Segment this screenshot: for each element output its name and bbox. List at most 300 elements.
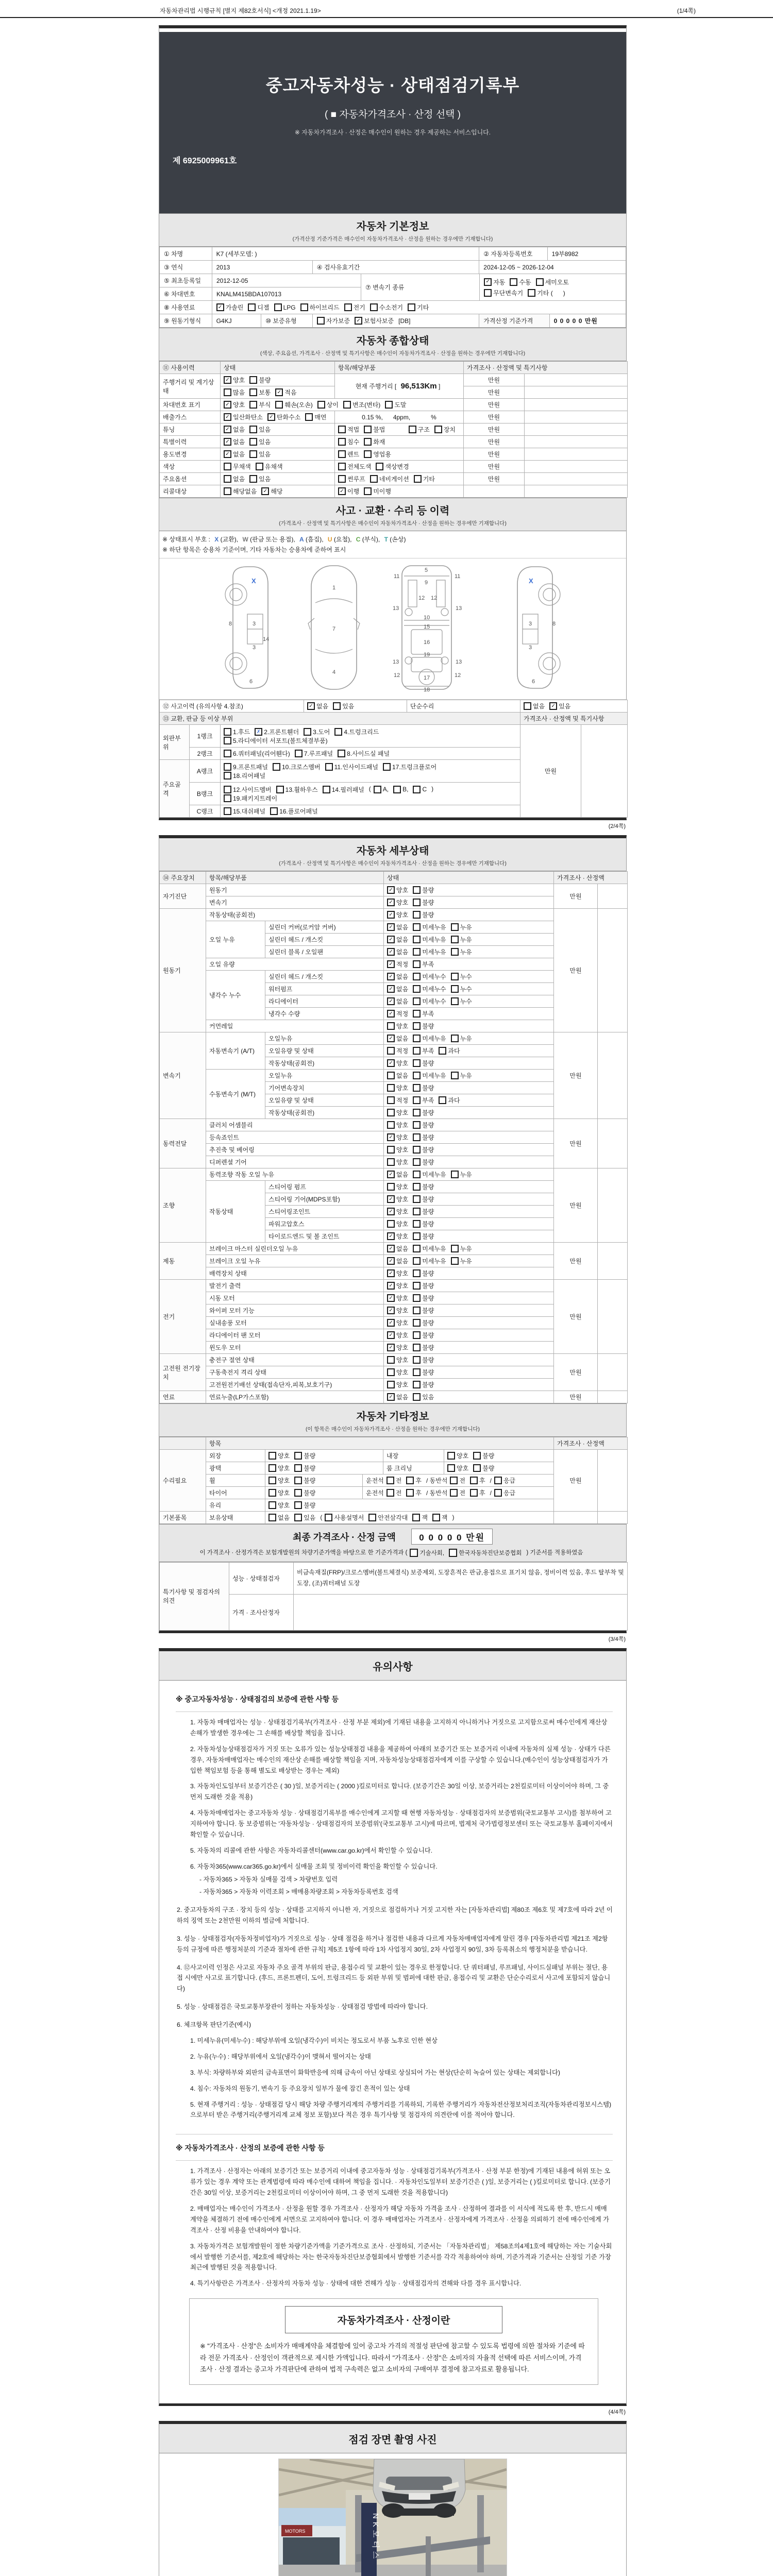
checkbox[interactable] [413, 960, 421, 968]
checkbox[interactable]: ✓ [387, 1245, 395, 1252]
checkbox-label: 있음 [259, 451, 271, 458]
checkbox[interactable] [387, 1381, 395, 1388]
checkbox[interactable] [413, 1158, 421, 1166]
interior-state [444, 1450, 553, 1462]
checkbox[interactable] [413, 1319, 421, 1327]
checkbox[interactable] [387, 1158, 395, 1166]
checkbox[interactable] [387, 1121, 395, 1129]
window-motor-label: 윈도우 모터 [206, 1342, 384, 1354]
checkbox[interactable] [387, 1022, 395, 1030]
checkbox[interactable] [413, 1245, 421, 1252]
checkbox[interactable] [317, 317, 325, 325]
checkbox-label: 디젤 [257, 304, 270, 311]
checkbox[interactable] [383, 763, 391, 771]
checkbox[interactable] [387, 1368, 395, 1376]
checkbox[interactable] [387, 1220, 395, 1228]
checkbox[interactable]: ✓ [387, 1208, 395, 1215]
checkbox-label: 있음 [342, 703, 355, 710]
checkbox[interactable] [450, 1489, 458, 1497]
checkbox[interactable]: ✓ [387, 911, 395, 919]
checkbox[interactable] [413, 1022, 421, 1030]
checkbox[interactable] [294, 1464, 302, 1472]
checkbox[interactable] [224, 388, 231, 396]
checkbox[interactable] [325, 763, 333, 771]
checkbox[interactable] [470, 1489, 478, 1497]
checkbox-label: 불량 [482, 1452, 495, 1460]
checkbox[interactable] [528, 289, 535, 297]
checkbox[interactable] [413, 985, 421, 993]
checkbox[interactable]: ✓ [387, 923, 395, 931]
checkbox[interactable]: ✓ [387, 997, 395, 1005]
checkbox[interactable] [338, 750, 345, 757]
checkbox[interactable] [268, 1514, 276, 1521]
notice-sub2: ※ 자동차가격조사 · 산정의 보증에 관한 사항 등 [176, 2134, 613, 2161]
text-token: 이 가격조사 · 산정가격은 보험개발원의 차량기준가액을 바탕으로 한 기준가격과 ( [199, 1550, 408, 1556]
checkbox[interactable]: ✓ [387, 899, 395, 906]
checkbox[interactable]: ✓ [387, 1331, 395, 1339]
checkbox[interactable] [451, 973, 459, 980]
checkbox[interactable] [275, 401, 283, 409]
checkbox[interactable] [413, 1010, 421, 1018]
checkbox[interactable] [325, 1514, 332, 1521]
checkbox[interactable] [413, 1133, 421, 1141]
checkbox[interactable] [536, 278, 544, 286]
checkbox[interactable]: ✓ [387, 1257, 395, 1265]
checkbox[interactable] [386, 1477, 394, 1484]
checkbox[interactable]: ✓ [355, 317, 362, 325]
checkbox[interactable] [484, 289, 492, 297]
differential-label: 디퍼렌셜 기어 [206, 1156, 384, 1168]
checkbox[interactable] [510, 278, 517, 286]
svg-text:MOTORS: MOTORS [285, 2529, 306, 2534]
checkbox[interactable]: ✓ [387, 1059, 395, 1067]
checkbox-label: 부족 [422, 1047, 434, 1055]
checkbox[interactable] [224, 728, 231, 736]
checkbox[interactable] [413, 997, 421, 1005]
text-token: / 동반석 [426, 1477, 448, 1484]
checkbox[interactable]: ✓ [387, 985, 395, 993]
checkbox[interactable]: ✓ [387, 973, 395, 980]
checkbox[interactable]: ✓ [387, 1319, 395, 1327]
checkbox[interactable] [413, 1208, 421, 1215]
checkbox[interactable]: ✓ [267, 413, 275, 421]
checkbox[interactable] [385, 401, 393, 409]
checkbox-option [386, 1476, 402, 1485]
checkbox[interactable]: ✓ [387, 1232, 395, 1240]
checkbox-label: 양호 [396, 1023, 409, 1030]
checkbox[interactable] [409, 426, 416, 433]
checkbox[interactable] [413, 1294, 421, 1302]
oil-leak-state1 [384, 921, 554, 934]
checkbox-label: 양호 [396, 1060, 409, 1067]
checkbox-label: 누유 [460, 948, 472, 956]
checkbox-option [338, 462, 371, 471]
checkbox[interactable] [224, 794, 231, 802]
notice-item: 6. 체크항목 판단기준(예시) [177, 2021, 251, 2029]
checkbox-label: 미세누유 [422, 1072, 446, 1079]
checkbox[interactable] [343, 401, 351, 409]
checkbox[interactable] [224, 807, 231, 815]
checkbox[interactable] [224, 487, 231, 495]
checkbox-label: 기술사회, [419, 1550, 445, 1556]
checkbox[interactable] [295, 750, 303, 757]
checkbox[interactable] [494, 1477, 502, 1484]
car-damage-diagram [159, 558, 626, 700]
checkbox[interactable] [413, 1282, 421, 1290]
checkbox[interactable] [224, 750, 231, 757]
checkbox-label: 이행 [347, 488, 360, 495]
commonrail-state [384, 1020, 554, 1032]
checkbox[interactable] [224, 772, 231, 779]
checkbox[interactable]: ✓ [307, 702, 315, 710]
checkbox[interactable] [413, 936, 421, 943]
checkbox[interactable] [413, 1356, 421, 1364]
checkbox[interactable]: ✓ [216, 303, 224, 311]
checkbox[interactable] [413, 786, 421, 793]
checkbox[interactable] [294, 1501, 302, 1509]
checkbox[interactable] [413, 911, 421, 919]
checkbox[interactable]: ✓ [387, 1344, 395, 1351]
checkbox-option [387, 886, 408, 894]
checkbox[interactable] [274, 303, 282, 311]
checkbox[interactable] [249, 426, 257, 433]
checkbox[interactable] [370, 303, 378, 311]
checkbox[interactable] [248, 303, 256, 311]
checkbox-option [413, 1096, 434, 1105]
checkbox-label: 불량 [422, 1122, 434, 1129]
checkbox[interactable] [338, 463, 346, 470]
checkbox[interactable]: ✓ [224, 401, 231, 409]
checkbox-label: 양호 [396, 1295, 409, 1302]
checkbox-option [451, 923, 472, 931]
checkbox[interactable] [434, 426, 442, 433]
checkbox[interactable] [414, 475, 422, 483]
checkbox-label: 양호 [396, 1319, 409, 1327]
checkbox[interactable]: ✓ [275, 388, 283, 396]
checkbox-option [338, 487, 359, 496]
checkbox[interactable] [408, 303, 415, 311]
checkbox[interactable] [249, 388, 257, 396]
checkbox[interactable] [413, 1393, 421, 1401]
checkbox[interactable] [249, 438, 257, 446]
checkbox-option [224, 425, 245, 434]
checkbox[interactable]: ✓ [224, 438, 231, 446]
checkbox[interactable] [413, 1195, 421, 1203]
checkbox[interactable] [224, 763, 231, 771]
checkbox[interactable] [374, 786, 381, 793]
checkbox[interactable] [413, 1381, 421, 1388]
checkbox-option [268, 1451, 290, 1460]
checkbox[interactable]: ✓ [387, 1035, 395, 1042]
checkbox[interactable]: ✓ [387, 1294, 395, 1302]
checkbox-option [549, 702, 570, 710]
mileage-amount-options [221, 386, 335, 399]
usage-change-detail [335, 448, 464, 461]
checkbox[interactable] [413, 1084, 421, 1092]
exchange-header: ⑬ 교환, 판금 등 이상 부위 [160, 713, 520, 725]
checkbox-label: 양호 [396, 1159, 409, 1166]
checkbox-label: 불량 [422, 1319, 434, 1327]
blower-label: 실내송풍 모터 [206, 1317, 384, 1329]
checkbox[interactable] [413, 923, 421, 931]
checkbox[interactable] [364, 450, 372, 458]
checkbox[interactable] [524, 702, 531, 710]
fuel-leak-label: 연료누출(LP가스포함) [206, 1391, 384, 1403]
checkbox-option [224, 388, 245, 397]
checkbox[interactable] [256, 463, 263, 470]
checkbox[interactable] [294, 1477, 302, 1484]
checkbox[interactable] [451, 1257, 459, 1265]
checkbox[interactable] [413, 1344, 421, 1351]
checkbox[interactable]: ✓ [387, 948, 395, 956]
checkbox[interactable] [268, 1489, 276, 1497]
checkbox-option [343, 400, 380, 409]
checkbox-option [261, 487, 282, 496]
checkbox[interactable] [224, 786, 231, 793]
section-photos [159, 2424, 626, 2453]
window-motor-state [384, 1342, 554, 1354]
checkbox[interactable] [494, 1489, 502, 1497]
checkbox[interactable] [413, 1109, 421, 1116]
checkbox[interactable] [406, 1489, 414, 1497]
page-indicator-2: (2/4쪽) [608, 823, 626, 829]
starter-label: 시동 모터 [206, 1292, 384, 1304]
checkbox[interactable] [413, 1269, 421, 1277]
checkbox[interactable] [338, 450, 346, 458]
checkbox[interactable]: ✓ [224, 376, 231, 384]
checkbox[interactable] [413, 1035, 421, 1042]
checkbox[interactable] [470, 1477, 478, 1484]
checkbox[interactable] [249, 376, 257, 384]
checkbox-label: 도말 [394, 401, 407, 409]
checkbox[interactable] [447, 1464, 455, 1472]
checkbox[interactable]: ✓ [338, 487, 346, 495]
checkbox[interactable] [451, 948, 459, 956]
checkbox-option [413, 1294, 434, 1302]
checkbox[interactable] [412, 1514, 420, 1521]
checkbox-option [387, 960, 408, 969]
checkbox-option [451, 972, 472, 981]
checkbox[interactable] [410, 1549, 418, 1557]
selfdx-trans-label: 변속기 [206, 896, 384, 909]
checkbox[interactable] [364, 426, 372, 433]
checkbox[interactable] [387, 1356, 395, 1364]
checkbox-option [413, 1022, 434, 1030]
checkbox[interactable]: ✓ [224, 413, 231, 421]
checkbox[interactable] [432, 1514, 440, 1521]
checkbox-option [364, 425, 385, 434]
checkbox[interactable] [473, 1464, 481, 1472]
detail-subtitle: (가격조사 · 산정액 및 특기사항은 매수인이 자동차가격조사 · 산정을 원하는 경우에만 기재합니다) [279, 860, 507, 867]
checkbox[interactable]: ✗ [255, 728, 262, 736]
checkbox[interactable] [413, 1146, 421, 1154]
room-cleaning-label: 룸 크리닝 [383, 1462, 444, 1474]
checkbox-label: 양호 [396, 1084, 409, 1092]
checkbox[interactable] [224, 737, 231, 744]
checkbox[interactable] [270, 807, 278, 815]
checkbox-label: 전 [395, 1477, 402, 1484]
checkbox[interactable] [300, 303, 308, 311]
svg-text:11: 11 [394, 573, 400, 580]
checkbox[interactable] [451, 1072, 459, 1079]
checkbox[interactable] [386, 1489, 394, 1497]
checkbox[interactable] [268, 1501, 276, 1509]
price-cell: 만원 [464, 473, 525, 485]
checkbox[interactable]: ✓ [261, 487, 269, 495]
checkbox[interactable]: ✓ [484, 278, 492, 286]
checkbox-option [413, 1121, 434, 1129]
checkbox[interactable] [338, 426, 346, 433]
checkbox[interactable]: ✓ [387, 1171, 395, 1178]
state-code: U [327, 536, 332, 543]
checkbox[interactable] [447, 1452, 455, 1460]
checkbox[interactable]: ✓ [387, 960, 395, 968]
checkbox[interactable]: ✓ [387, 1307, 395, 1314]
checkbox-label: 양호 [396, 899, 409, 906]
checkbox[interactable] [413, 1232, 421, 1240]
checkbox[interactable] [364, 438, 372, 446]
checkbox-label: 누유 [460, 1035, 472, 1042]
checkbox-label: 불량 [304, 1477, 316, 1484]
checkbox[interactable] [387, 1109, 395, 1116]
checkbox[interactable] [451, 936, 459, 943]
checkbox[interactable] [376, 463, 383, 470]
checkbox[interactable] [413, 1171, 421, 1178]
checkbox[interactable] [413, 886, 421, 894]
checkbox[interactable] [273, 763, 280, 771]
checkbox[interactable] [370, 475, 378, 483]
checkbox[interactable] [439, 1047, 446, 1055]
checkbox[interactable] [439, 1096, 446, 1104]
checkbox[interactable] [413, 1096, 421, 1104]
checkbox[interactable] [413, 1121, 421, 1129]
checkbox[interactable]: ✓ [387, 1393, 395, 1401]
checkbox-option [413, 1355, 434, 1364]
checkbox[interactable]: ✓ [387, 936, 395, 943]
checkbox[interactable] [451, 985, 459, 993]
possession-state [265, 1512, 554, 1524]
checkbox[interactable] [304, 728, 311, 736]
checkbox[interactable] [368, 1514, 376, 1521]
checkbox[interactable] [413, 1331, 421, 1339]
checkbox[interactable] [413, 1220, 421, 1228]
checkbox[interactable]: ✓ [387, 1282, 395, 1290]
checkbox[interactable] [450, 1477, 458, 1484]
checkbox[interactable] [413, 1047, 421, 1055]
checkbox[interactable] [224, 463, 231, 470]
checkbox[interactable] [413, 899, 421, 906]
checkbox-option [413, 1257, 446, 1265]
checkbox-option [338, 437, 359, 446]
group-powertrain: 동력전달 [160, 1119, 206, 1168]
checkbox[interactable]: ✓ [387, 1010, 395, 1018]
checkbox[interactable] [323, 786, 330, 793]
checkbox[interactable] [249, 401, 257, 409]
checkbox[interactable] [364, 487, 372, 495]
field-engine-type-label: ⑨ 원동기형식 [160, 314, 212, 327]
checkbox-option [413, 1244, 446, 1253]
checkbox[interactable] [413, 1257, 421, 1265]
checkbox-option [338, 474, 365, 483]
checkbox[interactable]: ✓ [387, 1133, 395, 1141]
checkbox[interactable] [387, 1047, 395, 1055]
checkbox-label: 양호 [457, 1452, 469, 1460]
checkbox[interactable] [344, 303, 352, 311]
checkbox[interactable] [268, 1464, 276, 1472]
checkbox[interactable] [294, 1489, 302, 1497]
checkbox[interactable] [268, 1452, 276, 1460]
checkbox[interactable] [305, 413, 313, 421]
checkbox[interactable] [294, 1514, 302, 1521]
checkbox-option [333, 702, 354, 710]
checkbox-label: 기타 [417, 304, 429, 311]
checkbox[interactable] [449, 1549, 457, 1557]
checkbox[interactable] [387, 1146, 395, 1154]
checkbox[interactable] [294, 1452, 302, 1460]
checkbox[interactable] [413, 1307, 421, 1314]
checkbox[interactable] [413, 1072, 421, 1079]
checkbox[interactable] [451, 1171, 459, 1178]
checkbox[interactable] [387, 1084, 395, 1092]
checkbox-option [451, 935, 472, 944]
checkbox[interactable] [338, 475, 346, 483]
pricing-box-title: 자동차가격조사 · 산정이란 [285, 2306, 502, 2333]
checkbox-label: 기타 ( ) [537, 289, 565, 297]
checkbox[interactable] [406, 1477, 414, 1484]
checkbox[interactable] [413, 973, 421, 980]
checkbox[interactable] [413, 1183, 421, 1191]
checkbox[interactable] [387, 1072, 395, 1079]
checkbox[interactable] [451, 997, 459, 1005]
checkbox[interactable] [451, 1245, 459, 1252]
checkbox[interactable] [393, 786, 401, 793]
svg-text:6: 6 [249, 679, 253, 685]
checkbox[interactable] [249, 450, 257, 458]
checkbox[interactable]: ✓ [387, 886, 395, 894]
checkbox[interactable] [338, 438, 346, 446]
checkbox[interactable]: ✓ [549, 702, 557, 710]
checkbox-label: 미세누유 [422, 1171, 446, 1178]
checkbox[interactable]: ✓ [387, 1195, 395, 1203]
checkbox[interactable] [317, 401, 325, 409]
checkbox[interactable] [249, 475, 257, 483]
checkbox[interactable]: ✓ [224, 450, 231, 458]
checkbox[interactable] [387, 1183, 395, 1191]
checkbox[interactable] [276, 786, 284, 793]
checkbox-option [414, 474, 435, 483]
checkbox[interactable] [333, 702, 341, 710]
checkbox[interactable] [451, 1035, 459, 1042]
checkbox[interactable] [473, 1452, 481, 1460]
polish-state [265, 1462, 383, 1474]
checkbox[interactable] [413, 1368, 421, 1376]
checkbox[interactable] [268, 1477, 276, 1484]
checkbox[interactable] [451, 923, 459, 931]
checkbox[interactable] [413, 948, 421, 956]
checkbox[interactable] [334, 728, 342, 736]
transmission-type-options [480, 274, 626, 300]
checkbox[interactable] [224, 475, 231, 483]
photo-area [159, 2453, 626, 2576]
checkbox-label: 불량 [422, 1109, 434, 1116]
checkbox[interactable]: ✓ [387, 1269, 395, 1277]
checkbox[interactable] [413, 1059, 421, 1067]
brake-oil-label: 브레이크 오일 누유 [206, 1255, 384, 1267]
checkbox[interactable]: ✓ [224, 426, 231, 433]
checkbox[interactable] [387, 1096, 395, 1104]
checkbox-option [408, 303, 429, 312]
field-year-value: 2013 [212, 261, 313, 274]
